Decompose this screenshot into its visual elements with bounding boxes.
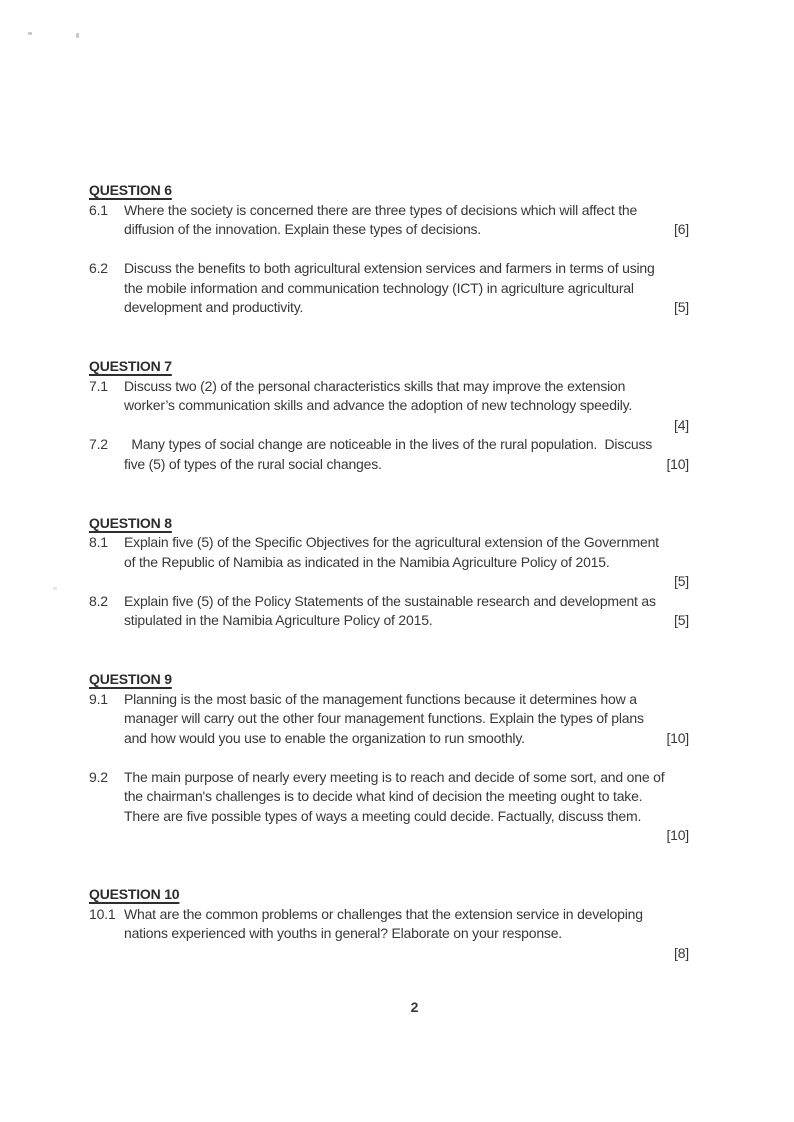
item-line (124, 220, 740, 240)
marks-line (124, 826, 740, 846)
item-line-text: Discuss two (2) of the personal characteristics skills that may improve the extension (124, 377, 626, 394)
item-line (124, 201, 740, 221)
item-line-text: Where the society is concerned there are three types of decisions which will affect the (124, 201, 638, 218)
item-line (124, 455, 740, 475)
question-item (89, 690, 740, 749)
item-text (124, 592, 740, 631)
question-heading: QUESTION 9 (89, 671, 172, 687)
item-line-text: five (5) of types of the rural social changes. (124, 455, 382, 472)
question-heading: QUESTION 10 (89, 886, 180, 902)
item-line-text: stipulated in the Namibia Agriculture Policy of 2015. (124, 612, 433, 628)
item-text (124, 690, 740, 749)
question-section (89, 181, 740, 318)
item-line (124, 279, 740, 299)
marks-label: [4] (674, 416, 689, 433)
question-section (89, 514, 740, 631)
question-section (89, 885, 740, 963)
item-line (124, 435, 740, 455)
marks-line (124, 944, 740, 964)
item-text (124, 533, 740, 592)
item-text (124, 377, 740, 436)
question-item (89, 905, 740, 964)
question-item (89, 533, 740, 592)
item-line-text: development and productivity. (124, 299, 304, 315)
question-sections (89, 181, 740, 963)
marks-label: [5] (674, 573, 689, 589)
item-line (124, 611, 740, 631)
item-line (124, 729, 740, 749)
item-line-text: Planning is the most basic of the management functions because it determines how a (124, 690, 637, 707)
item-line (124, 807, 740, 827)
item-line-text: worker’s communication skills and advance the adoption of new technology speedily. (124, 397, 633, 413)
item-line-text: the mobile information and communication technology (ICT) in agriculture agricultural (124, 279, 634, 296)
item-number: 10.1 (89, 905, 116, 922)
item-line-text: What are the common problems or challenges that the extension service in developing (124, 905, 643, 922)
marks-label: [5] (674, 299, 689, 315)
item-line-text: Explain five (5) of the Policy Statements of the sustainable research and development as (124, 592, 656, 609)
question-item (89, 435, 740, 474)
question-heading: QUESTION 6 (89, 182, 172, 198)
item-number: 8.2 (89, 592, 108, 609)
question-section (89, 357, 740, 474)
item-text (124, 905, 740, 964)
item-number: 7.2 (89, 436, 108, 452)
scan-artifact (76, 33, 79, 38)
item-line-text: nations experienced with youths in general? Elaborate on your response. (124, 925, 562, 941)
item-line (124, 259, 740, 279)
item-line-text: diffusion of the innovation. Explain these types of decisions. (124, 221, 482, 237)
item-line-text: Discuss the benefits to both agricultural extension services and farmers in terms of using (124, 260, 655, 276)
marks-label: [8] (674, 944, 689, 961)
item-line (124, 905, 740, 925)
item-line-text: and how would you use to enable the organization to run smoothly. (124, 729, 525, 746)
item-line (124, 690, 740, 710)
item-line-text: The main purpose of nearly every meeting is to reach and decide of some sort, and one of (124, 768, 665, 785)
item-line-text: of the Republic of Namibia as indicated in the Namibia Agriculture Policy of 2015. (124, 553, 610, 570)
marks-line (124, 416, 740, 436)
question-heading: QUESTION 7 (89, 358, 172, 374)
item-line (124, 787, 740, 807)
marks-line (124, 572, 740, 592)
question-item (89, 259, 740, 318)
item-line-text: Explain five (5) of the Specific Objectives for the agricultural extension of the Government (124, 534, 659, 550)
question-heading: QUESTION 8 (89, 514, 172, 531)
item-text (124, 768, 740, 846)
question-item (89, 592, 740, 631)
item-number: 8.1 (89, 534, 108, 550)
scan-artifact (28, 32, 32, 35)
item-text (124, 259, 740, 318)
item-line (124, 298, 740, 318)
item-line (124, 533, 740, 553)
marks-label: [5] (674, 612, 689, 628)
item-line (124, 592, 740, 612)
marks-label: [10] (666, 455, 689, 472)
question-section (89, 670, 740, 846)
item-number: 6.2 (89, 260, 108, 276)
item-number: 6.1 (89, 201, 108, 218)
item-line (124, 553, 740, 573)
item-line (124, 377, 740, 397)
marks-label: [10] (666, 827, 689, 843)
exam-content (89, 181, 740, 1018)
item-line-text: Many types of social change are noticeable in the lives of the rural population. Discuss (124, 436, 653, 452)
item-line-text: There are five possible types of ways a meeting could decide. Factually, discuss them. (124, 807, 642, 824)
page-number: 2 (410, 999, 419, 1015)
item-number: 7.1 (89, 377, 108, 394)
question-item (89, 768, 740, 846)
item-line (124, 709, 740, 729)
item-line (124, 768, 740, 788)
item-number: 9.2 (89, 768, 108, 785)
item-number: 9.1 (89, 690, 108, 707)
item-line (124, 924, 740, 944)
item-line-text: manager will carry out the other four management functions. Explain the types of plans (124, 710, 644, 726)
item-line (124, 396, 740, 416)
item-line-text: the chairman's challenges is to decide what kind of decision the meeting ought to take. (124, 788, 643, 804)
scan-artifact (53, 587, 57, 590)
item-text (124, 201, 740, 240)
question-item (89, 377, 740, 436)
marks-label: [6] (674, 221, 689, 237)
item-text (124, 435, 740, 474)
marks-label: [10] (666, 729, 689, 746)
question-item (89, 201, 740, 240)
